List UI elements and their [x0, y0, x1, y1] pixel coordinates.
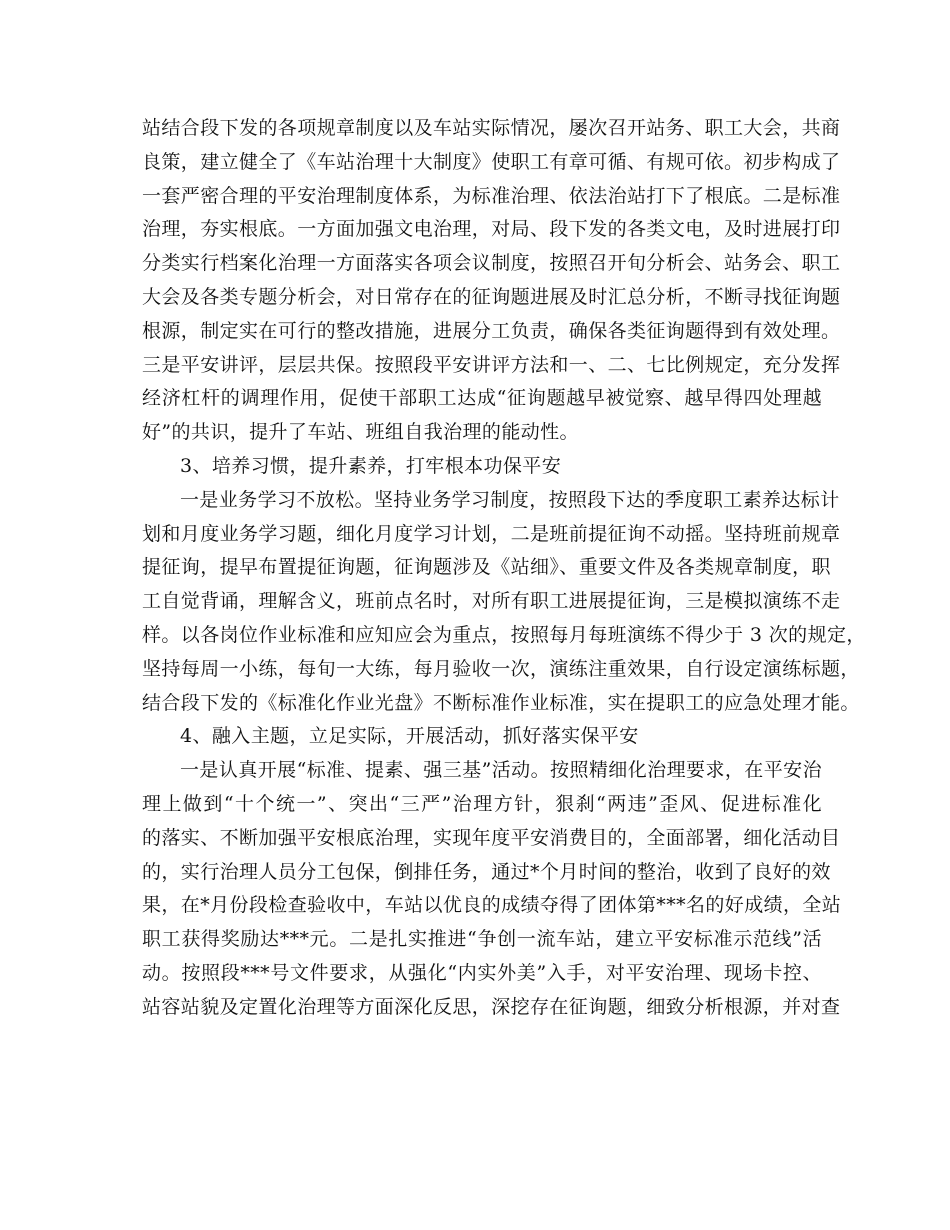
- text-line: 站容站貌及定置化治理等方面深化反思，深挖存在征询题，细致分析根源，并对查: [142, 995, 841, 1018]
- text-line: 大会及各类专题分析会，对日常存在的征询题进展及时汇总分析，不断寻找征询题: [142, 285, 841, 308]
- text-line: 理上做到“十个统一”、突出“三严”治理方针，狠刹“两违”歪风、促进标准化: [142, 792, 822, 815]
- section-heading: 4、融入主题，立足实际，开展活动，抓好落实保平安: [180, 725, 639, 748]
- section-heading: 3、培养习惯，提升素养，打牢根本功保平安: [180, 454, 562, 477]
- text-line: 好”的共识，提升了车站、班组自我治理的能动性。: [142, 421, 579, 444]
- text-line: 果，在*月份段检查验收中，车站以优良的成绩夺得了团体第***名的好成绩，全站: [142, 894, 842, 917]
- text-line: 经济杠杆的调理作用，促使干部职工达成“征询题越早被觉察、越早得四处理越: [142, 387, 822, 410]
- text-line: 样。以各岗位作业标准和应知应会为重点，按照每月每班演练不得少于 3 次的规定，: [142, 623, 866, 646]
- document-body: [142, 112, 866, 1025]
- text-line: 结合段下发的《标准化作业光盘》不断标准作业标准，实在提职工的应急处理才能。: [142, 691, 860, 714]
- text-line: 划和月度业务学习题，细化月度学习计划，二是班前提征询不动摇。坚持班前规章: [142, 522, 841, 545]
- text-line: 的，实行治理人员分工包保，倒排任务，通过*个月时间的整治，收到了良好的效: [142, 860, 831, 883]
- text-line: 动。按照段***号文件要求，从强化“内实外美”入手，对平安治理、现场卡控、: [142, 961, 822, 984]
- text-line: 的落实、不断加强平安根底治理，实现年度平安消费目的，全面部署，细化活动目: [142, 826, 841, 849]
- text-line: 职工获得奖励达***元。二是扎实推进“争创一流车站，建立平安标准示范线”活: [142, 928, 822, 951]
- text-line: 坚持每周一小练，每旬一大练，每月验收一次，演练注重效果，自行设定演练标题，: [142, 657, 860, 680]
- text-line: 站结合段下发的各项规章制度以及车站实际情况，屡次召开站务、职工大会，共商: [142, 117, 841, 139]
- text-line: 一套严密合理的平安治理制度体系，为标准治理、依法治站打下了根底。二是标准: [142, 184, 841, 207]
- text-line: 三是平安讲评，层层共保。按照段平安讲评方法和一、二、七比例规定，充分发挥: [142, 353, 841, 376]
- text-line: 一是业务学习不放松。坚持业务学习制度，按照段下达的季度职工素养达标计: [180, 488, 840, 511]
- text-line: 提征询，提早布置提征询题，征询题涉及《站细》、重要文件及各类规章制度，职: [142, 556, 831, 579]
- text-line: 工自觉背诵，理解含义，班前点名时，对所有职工进展提征询，三是模拟演练不走: [142, 590, 841, 613]
- text-line: 一是认真开展“标准、提素、强三基”活动。按照精细化治理要求，在平安治: [180, 759, 822, 782]
- text-line: 良策，建立健全了《车站治理十大制度》使职工有章可循、有规可依。初步构成了: [142, 150, 841, 173]
- text-line: 治理，夯实根底。一方面加强文电治理，对局、段下发的各类文电，及时进展打印: [142, 218, 841, 241]
- text-line: 根源，制定实在可行的整改措施，进展分工负责，确保各类征询题得到有效处理。: [142, 319, 841, 342]
- text-line: 分类实行档案化治理一方面落实各项会议制度，按照召开旬分析会、站务会、职工: [142, 252, 841, 275]
